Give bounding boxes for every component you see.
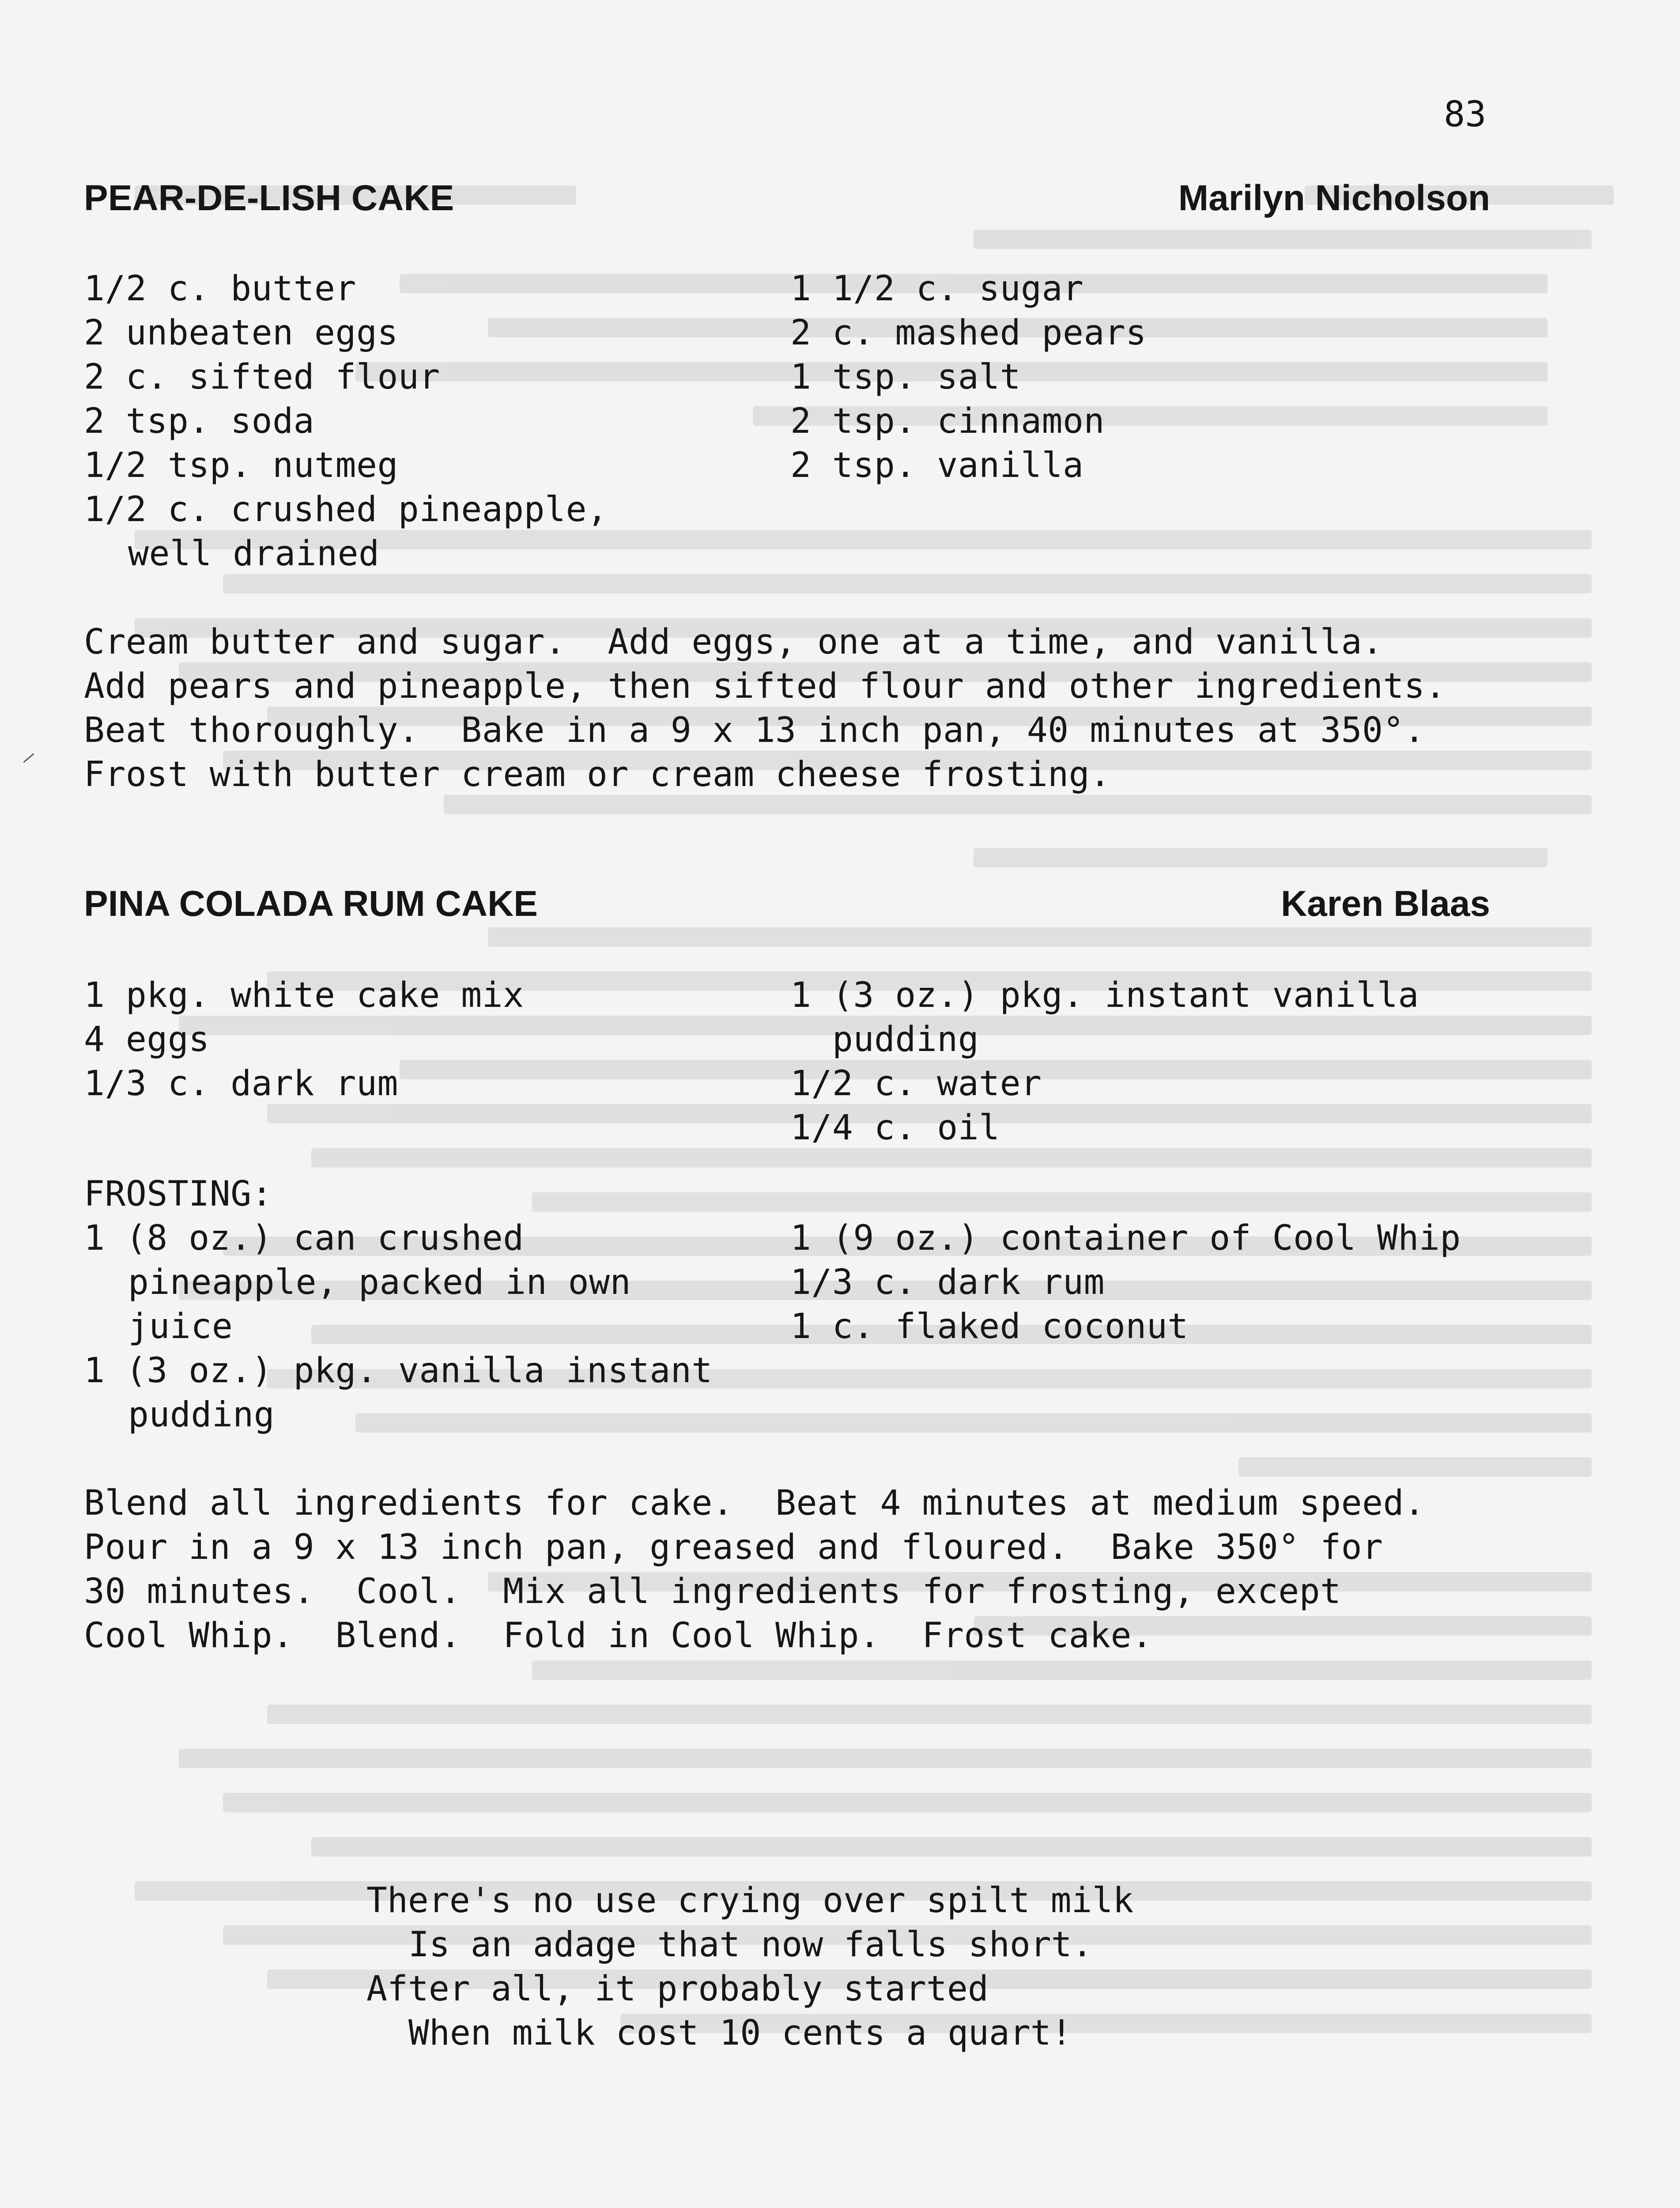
ingredient: 2 tsp. vanilla	[790, 446, 1084, 485]
frosting-ingredient: 1 (3 oz.) pkg. vanilla instant	[84, 1351, 713, 1391]
ingredient: 1/2 c. crushed pineapple,	[84, 490, 608, 529]
ingredient: 1/3 c. dark rum	[84, 1064, 398, 1104]
direction-line: Cream butter and sugar. Add eggs, one at a time, and vanilla.	[84, 622, 1383, 662]
ingredient: 1 1/2 c. sugar	[790, 269, 1084, 309]
recipe-title: PINA COLADA RUM CAKE	[84, 884, 538, 924]
poem-line: When milk cost 10 cents a quart!	[408, 2013, 1072, 2053]
direction-line: Frost with butter cream or cream cheese frosting.	[84, 755, 1111, 794]
frosting-ingredient-continuation: pudding	[128, 1395, 275, 1435]
page-number: 83	[1444, 94, 1487, 135]
recipe-author: Karen Blaas	[1280, 884, 1490, 924]
direction-line: Cool Whip. Blend. Fold in Cool Whip. Frost cake.	[84, 1616, 1153, 1656]
ingredient-continuation: pudding	[832, 1020, 979, 1059]
ingredient: 2 tsp. soda	[84, 401, 315, 441]
ingredient: 1/4 c. oil	[790, 1108, 1000, 1148]
ingredient: 4 eggs	[84, 1020, 210, 1059]
frosting-ingredient-continuation: juice	[128, 1307, 233, 1346]
ingredient-continuation: well drained	[128, 534, 380, 574]
ingredient: 2 c. mashed pears	[790, 313, 1147, 353]
ingredient: 2 c. sifted flour	[84, 357, 440, 397]
recipe-author: Marilyn Nicholson	[1178, 178, 1490, 218]
ingredient: 1/2 c. butter	[84, 269, 356, 309]
ingredient: 1/2 c. water	[790, 1064, 1042, 1104]
direction-line: Pour in a 9 x 13 inch pan, greased and floured. Bake 350° for	[84, 1527, 1383, 1567]
ingredient: 2 tsp. cinnamon	[790, 401, 1105, 441]
direction-line: Add pears and pineapple, then sifted flour and other ingredients.	[84, 666, 1446, 706]
direction-line: Blend all ingredients for cake. Beat 4 minutes at medium speed.	[84, 1483, 1425, 1523]
poem-line: Is an adage that now falls short.	[408, 1925, 1093, 1965]
poem-line: After all, it probably started	[366, 1969, 989, 2009]
direction-line: 30 minutes. Cool. Mix all ingredients for frosting, except	[84, 1572, 1341, 1611]
pencil-mark	[23, 753, 34, 763]
direction-line: Beat thoroughly. Bake in a 9 x 13 inch pan, 40 minutes at 350°.	[84, 711, 1425, 750]
ingredient: 1 (3 oz.) pkg. instant vanilla	[790, 975, 1419, 1015]
ingredient: 1 pkg. white cake mix	[84, 975, 524, 1015]
poem-line: There's no use crying over spilt milk	[366, 1881, 1134, 1921]
ingredient: 1/2 tsp. nutmeg	[84, 446, 398, 485]
frosting-ingredient: 1 (9 oz.) container of Cool Whip	[790, 1218, 1461, 1258]
ingredient: 1 tsp. salt	[790, 357, 1021, 397]
ingredient: 2 unbeaten eggs	[84, 313, 398, 353]
frosting-ingredient-continuation: pineapple, packed in own	[128, 1263, 631, 1302]
frosting-ingredient: 1 (8 oz.) can crushed	[84, 1218, 524, 1258]
frosting-label: FROSTING:	[84, 1174, 273, 1214]
recipe-title: PEAR-DE-LISH CAKE	[84, 178, 454, 218]
frosting-ingredient: 1/3 c. dark rum	[790, 1263, 1105, 1302]
frosting-ingredient: 1 c. flaked coconut	[790, 1307, 1189, 1346]
